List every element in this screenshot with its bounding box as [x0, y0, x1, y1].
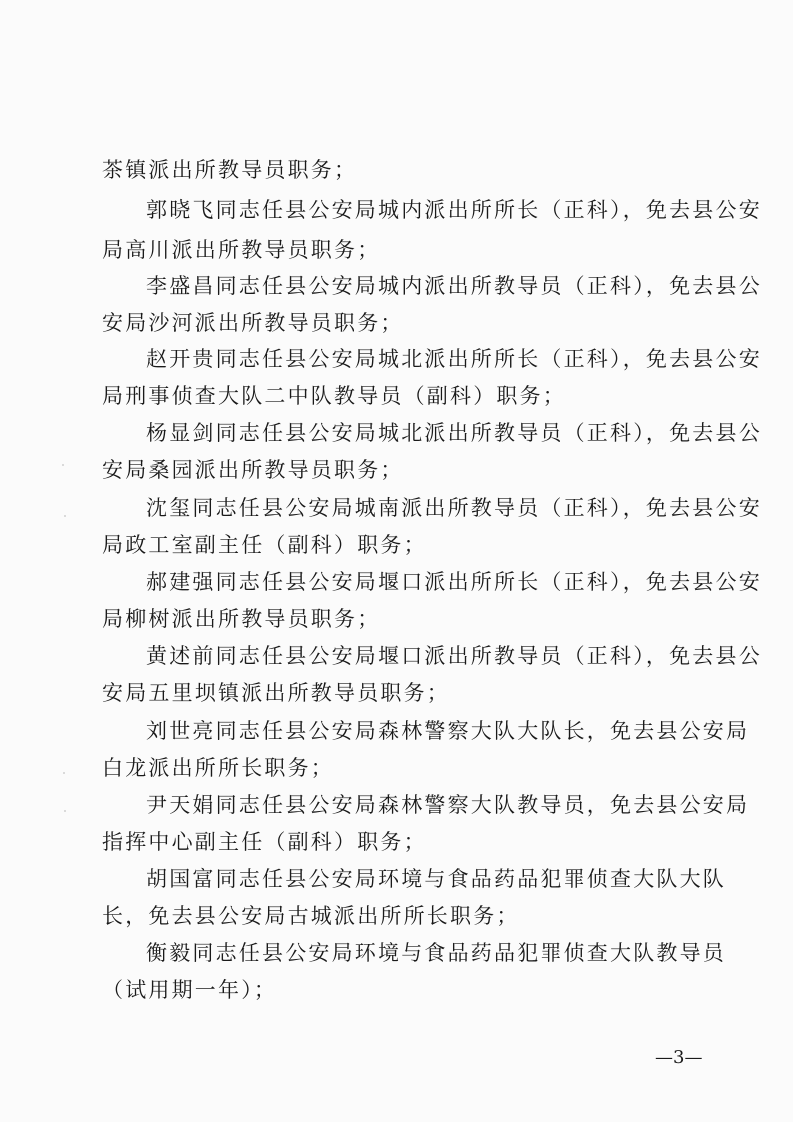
scan-speck	[62, 464, 64, 466]
text-line: 郝建强同志任县公安局堰口派出所所长（正科），免去县公安	[146, 570, 762, 594]
text-line: 指挥中心副主任（副科）职务；	[102, 830, 427, 854]
text-line: 白龙派出所所长职务；	[102, 756, 334, 780]
text-line: 茶镇派出所教导员职务；	[102, 158, 358, 182]
text-line: 局刑事侦查大队二中队教导员（副科）职务；	[102, 384, 566, 408]
text-line: 刘世亮同志任县公安局森林警察大队大队长，免去县公安局	[146, 719, 750, 743]
text-line: 安局五里坝镇派出所教导员职务；	[102, 681, 450, 705]
text-line: （试用期一年）；	[102, 978, 278, 1002]
text-line: 李盛昌同志任县公安局城内派出所教导员（正科），免去县公	[146, 274, 762, 298]
text-line: 局高川派出所教导员职务；	[102, 238, 381, 262]
text-line: 长，免去县公安局古城派出所所长职务；	[102, 904, 520, 928]
text-line: 局政工室副主任（副科）职务；	[102, 533, 427, 557]
page-number: —3—	[655, 1047, 703, 1068]
text-line: 局柳树派出所教导员职务；	[102, 607, 381, 631]
text-line: 赵开贵同志任县公安局城北派出所所长（正科），免去县公安	[146, 347, 762, 371]
scan-speck	[64, 515, 66, 517]
text-line: 黄述前同志任县公安局堰口派出所教导员（正科），免去县公	[146, 644, 762, 668]
text-line: 安局桑园派出所教导员职务；	[102, 458, 404, 482]
text-line: 衡毅同志任县公安局环境与食品药品犯罪侦查大队教导员	[146, 941, 726, 965]
text-line: 郭晓飞同志任县公安局城内派出所所长（正科），免去县公安	[146, 198, 762, 222]
text-line: 杨显剑同志任县公安局城北派出所教导员（正科），免去县公	[146, 421, 762, 445]
text-line: 安局沙河派出所教导员职务；	[102, 311, 404, 335]
scan-speck	[63, 772, 65, 774]
scan-speck	[64, 810, 66, 812]
text-line: 沈玺同志任县公安局城南派出所教导员（正科），免去县公安	[146, 496, 762, 520]
text-line: 胡国富同志任县公安局环境与食品药品犯罪侦查大队大队	[146, 867, 726, 891]
text-line: 尹天娟同志任县公安局森林警察大队教导员，免去县公安局	[146, 793, 750, 817]
